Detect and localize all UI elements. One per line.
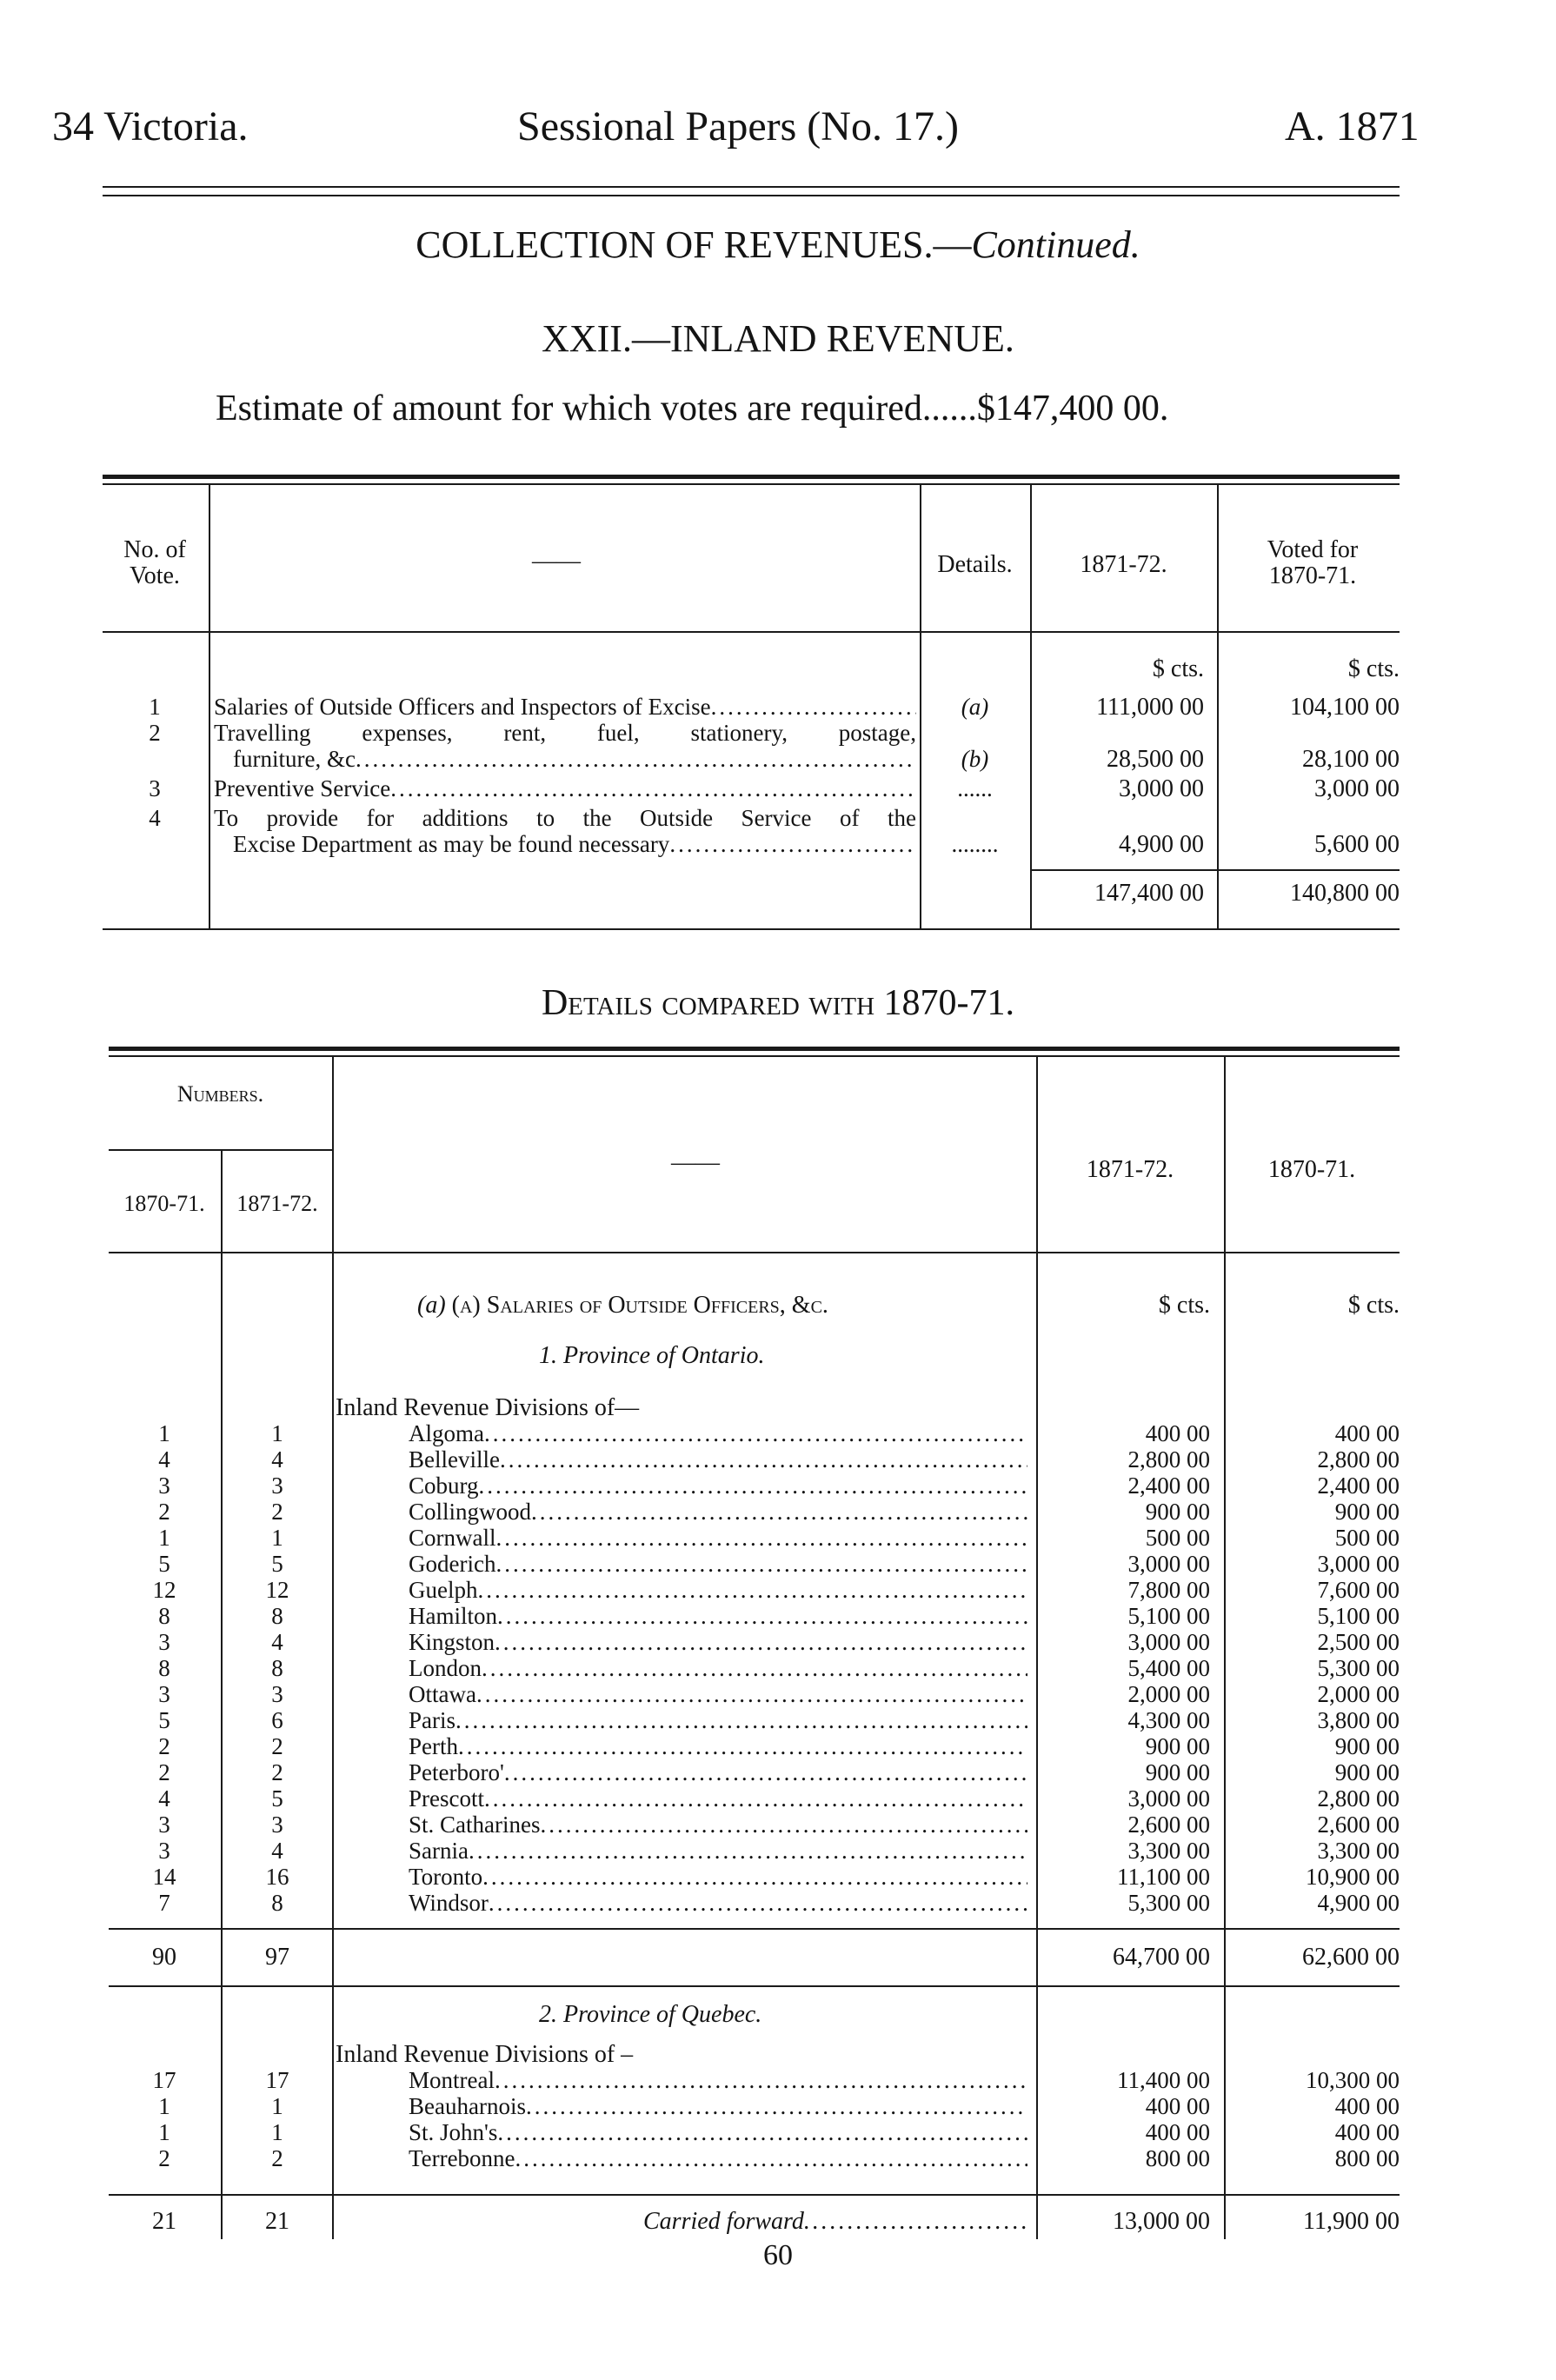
- division-1871: 5,300 00: [1127, 1890, 1210, 1916]
- division-name: [409, 1785, 1027, 1812]
- division-1871: 2,600 00: [1127, 1812, 1210, 1838]
- vote-1871: 111,000 00: [1096, 694, 1204, 721]
- division-count-1870: 8: [158, 1655, 170, 1681]
- division-1871: 900 00: [1145, 1733, 1210, 1759]
- votes-total-1870: 140,800 00: [1290, 880, 1400, 907]
- division-count-1870: 3: [158, 1473, 170, 1499]
- division-name: [409, 1629, 1027, 1655]
- division-count-1870: 3: [158, 1681, 170, 1707]
- division-name-label: Goderich: [409, 1551, 496, 1577]
- ontario-total-rule-top: [109, 1928, 1400, 1930]
- vote-1870: 5,600 00: [1314, 831, 1400, 858]
- vote-no: 2: [149, 720, 161, 746]
- division-name-label: Cornwall: [409, 1525, 496, 1551]
- division-name-label: Toronto: [409, 1864, 483, 1890]
- vote-desc-cont: [233, 746, 916, 772]
- details-header-n1: 1870-71.: [123, 1191, 205, 1216]
- header-rule-bottom: [103, 195, 1400, 196]
- votes-header-voted: Voted for 1870-71.: [1267, 536, 1359, 589]
- division-1870: 5,100 00: [1317, 1603, 1400, 1629]
- division-count-1871: 4: [271, 1838, 283, 1864]
- division-name-label: Coburg: [409, 1473, 479, 1499]
- division-1871: 3,000 00: [1127, 1785, 1210, 1812]
- division-count-1870: 5: [158, 1551, 170, 1577]
- details-section-a: (a) (a) Salaries of Outside Officers, &c.: [417, 1292, 828, 1319]
- division-1870: 3,000 00: [1317, 1551, 1400, 1577]
- ontario-total-rule-bottom: [109, 1985, 1400, 1987]
- division-1871: 3,000 00: [1127, 1551, 1210, 1577]
- vote-no: 4: [149, 805, 161, 831]
- division-1870: 2,600 00: [1317, 1812, 1400, 1838]
- details-header-rule: [109, 1252, 1400, 1253]
- title-collection: COLLECTION OF REVENUES.—Continued.: [416, 223, 1140, 266]
- division-name: [409, 1733, 1027, 1759]
- division-name-label: Windsor: [409, 1890, 489, 1916]
- votes-header-no: No. of Vote.: [123, 536, 186, 589]
- division-name-label: Prescott: [409, 1785, 484, 1812]
- division-count-1871: 2: [271, 1759, 283, 1785]
- votes-total-1871: 147,400 00: [1094, 880, 1204, 907]
- division-name: [409, 2093, 1027, 2119]
- division-count-1870: 14: [152, 1864, 176, 1890]
- division-1870: 800 00: [1334, 2145, 1400, 2171]
- division-1871: 7,800 00: [1127, 1577, 1210, 1603]
- quebec-carried-label: Carried forward .....: [643, 2208, 1026, 2236]
- division-name: [409, 1655, 1027, 1681]
- vote-desc-label: Salaries of Outside Officers and Inspectors of Excise: [214, 694, 711, 720]
- division-count-1871: 2: [271, 1733, 283, 1759]
- division-1871: 4,300 00: [1127, 1707, 1210, 1733]
- vote-desc: [214, 694, 916, 720]
- division-name: [409, 2119, 1027, 2145]
- division-1870: 900 00: [1334, 1759, 1400, 1785]
- division-count-1870: 1: [158, 2093, 170, 2119]
- ontario-total-v2: 62,600 00: [1302, 1944, 1400, 1971]
- division-count-1870: 17: [152, 2067, 176, 2093]
- division-1870: 2,800 00: [1317, 1785, 1400, 1812]
- division-1871: 500 00: [1145, 1525, 1210, 1551]
- division-count-1871: 4: [271, 1446, 283, 1473]
- division-1871: 3,000 00: [1127, 1629, 1210, 1655]
- vote-details: ......: [957, 775, 993, 801]
- division-name-label: Belleville: [409, 1446, 500, 1473]
- division-name: [409, 1473, 1027, 1499]
- division-count-1871: 6: [271, 1707, 283, 1733]
- division-count-1871: 3: [271, 1473, 283, 1499]
- division-name-label: Sarnia: [409, 1838, 469, 1864]
- division-1870: 2,400 00: [1317, 1473, 1400, 1499]
- details-header-dash: ——: [671, 1149, 720, 1176]
- ontario-intro: Inland Revenue Divisions of—: [336, 1394, 640, 1421]
- votes-header-1871: 1871-72.: [1080, 551, 1167, 578]
- division-count-1870: 2: [158, 1759, 170, 1785]
- ontario-total-b: 97: [265, 1944, 289, 1971]
- division-name-label: Ottawa: [409, 1681, 476, 1707]
- division-count-1871: 4: [271, 1629, 283, 1655]
- division-name: [409, 1707, 1027, 1733]
- votes-header-dash: ——: [532, 548, 581, 575]
- division-1871: 400 00: [1145, 2093, 1210, 2119]
- division-count-1871: 17: [265, 2067, 289, 2093]
- division-1870: 2,500 00: [1317, 1629, 1400, 1655]
- division-1870: 2,000 00: [1317, 1681, 1400, 1707]
- header-right: A. 1871: [1285, 103, 1420, 150]
- vote-no: 1: [149, 694, 161, 720]
- division-count-1871: 8: [271, 1603, 283, 1629]
- division-1871: 11,100 00: [1117, 1864, 1210, 1890]
- division-1871: 11,400 00: [1117, 2067, 1210, 2093]
- division-name: [409, 1525, 1027, 1551]
- division-1871: 3,300 00: [1127, 1838, 1210, 1864]
- division-count-1871: 5: [271, 1551, 283, 1577]
- division-name-label: Peterboro': [409, 1759, 504, 1785]
- vote-1871: 3,000 00: [1119, 775, 1204, 802]
- votes-rule-top2: [103, 483, 1400, 485]
- division-name: [409, 1681, 1027, 1707]
- details-vline-main: [332, 1057, 334, 2239]
- quebec-heading: 2. Province of Quebec.: [539, 2001, 762, 2028]
- quebec-intro: Inland Revenue Divisions of –: [336, 2041, 634, 2068]
- division-1870: 400 00: [1334, 2119, 1400, 2145]
- division-name: [409, 1890, 1027, 1916]
- division-name: [409, 1838, 1027, 1864]
- division-count-1870: 4: [158, 1446, 170, 1473]
- division-name: [409, 1499, 1027, 1525]
- division-count-1870: 1: [158, 1525, 170, 1551]
- ontario-heading: 1. Province of Ontario.: [539, 1342, 765, 1369]
- division-count-1871: 12: [265, 1577, 289, 1603]
- estimate-line: Estimate of amount for which votes are required......$147,400 00.: [216, 389, 1169, 429]
- division-name-label: St. John's: [409, 2119, 498, 2145]
- division-count-1870: 2: [158, 2145, 170, 2171]
- division-1870: 400 00: [1334, 1420, 1400, 1446]
- votes-vline-1: [209, 485, 210, 928]
- division-name: [409, 1446, 1027, 1473]
- header-left: 34 Victoria.: [52, 103, 249, 150]
- division-count-1871: 3: [271, 1681, 283, 1707]
- vote-desc-cont-label: furniture, &c: [233, 746, 356, 772]
- quebec-carried-v1: 13,000 00: [1113, 2208, 1210, 2235]
- title-inland-revenue: XXII.—INLAND REVENUE.: [542, 317, 1014, 360]
- division-1870: 3,300 00: [1317, 1838, 1400, 1864]
- details-unit-2: $ cts.: [1347, 1292, 1400, 1319]
- details-numbers-rule: [109, 1149, 332, 1151]
- division-count-1871: 3: [271, 1812, 283, 1838]
- votes-rule-bottom: [103, 928, 1400, 930]
- vote-desc: To provide for additions to the Outside Service of the: [214, 805, 916, 831]
- division-1870: 900 00: [1334, 1733, 1400, 1759]
- details-rule-top2: [109, 1055, 1400, 1057]
- division-name-label: Beauharnois: [409, 2093, 526, 2119]
- votes-header-rule: [103, 631, 1400, 633]
- division-name: [409, 1577, 1027, 1603]
- division-name: [409, 1812, 1027, 1838]
- quebec-carried-v2: 11,900 00: [1303, 2208, 1400, 2235]
- details-rule-top1: [109, 1047, 1400, 1051]
- division-name-label: Collingwood: [409, 1499, 532, 1525]
- division-count-1870: 8: [158, 1603, 170, 1629]
- votes-header-details: Details.: [937, 551, 1013, 578]
- division-name-label: St. Catharines: [409, 1812, 541, 1838]
- division-count-1870: 2: [158, 1733, 170, 1759]
- header-center: Sessional Papers (No. 17.): [517, 103, 959, 150]
- division-name: [409, 2145, 1027, 2171]
- division-name-label: Paris: [409, 1707, 455, 1733]
- division-1871: 2,800 00: [1127, 1446, 1210, 1473]
- vote-desc-label: Preventive Service: [214, 775, 391, 801]
- division-1871: 5,400 00: [1127, 1655, 1210, 1681]
- vote-desc-cont: [233, 831, 916, 857]
- division-count-1870: 1: [158, 2119, 170, 2145]
- quebec-carried-rule: [109, 2194, 1400, 2196]
- division-count-1870: 3: [158, 1812, 170, 1838]
- votes-unit-2: $ cts.: [1347, 655, 1400, 682]
- division-name-label: London: [409, 1655, 482, 1681]
- division-count-1870: 4: [158, 1785, 170, 1812]
- division-1870: 3,800 00: [1317, 1707, 1400, 1733]
- division-1871: 5,100 00: [1127, 1603, 1210, 1629]
- division-1870: 2,800 00: [1317, 1446, 1400, 1473]
- vote-1870: 3,000 00: [1314, 775, 1400, 802]
- division-1871: 400 00: [1145, 2119, 1210, 2145]
- details-header-y1: 1871-72.: [1086, 1156, 1174, 1183]
- division-name-label: Montreal: [409, 2067, 495, 2093]
- division-1871: 800 00: [1145, 2145, 1210, 2171]
- division-1871: 400 00: [1145, 1420, 1210, 1446]
- quebec-carried-a: 21: [152, 2208, 176, 2235]
- division-count-1871: 2: [271, 2145, 283, 2171]
- division-count-1871: 8: [271, 1655, 283, 1681]
- division-1870: 10,900 00: [1306, 1864, 1400, 1890]
- votes-unit-1: $ cts.: [1152, 655, 1204, 682]
- division-1870: 10,300 00: [1306, 2067, 1400, 2093]
- vote-1870: 104,100 00: [1290, 694, 1400, 721]
- vote-1870: 28,100 00: [1302, 746, 1400, 773]
- division-count-1871: 16: [265, 1864, 289, 1890]
- division-count-1870: 12: [152, 1577, 176, 1603]
- ontario-total-a: 90: [152, 1944, 176, 1971]
- division-count-1871: 1: [271, 1420, 283, 1446]
- division-name: [409, 1864, 1027, 1890]
- division-name-label: Kingston: [409, 1629, 495, 1655]
- division-1870: 7,600 00: [1317, 1577, 1400, 1603]
- division-name: [409, 1759, 1027, 1785]
- division-name: [409, 1420, 1027, 1446]
- division-1871: 2,400 00: [1127, 1473, 1210, 1499]
- division-name: [409, 2067, 1027, 2093]
- details-header-numbers: Numbers.: [176, 1081, 264, 1107]
- vote-1871: 28,500 00: [1107, 746, 1204, 773]
- division-1871: 900 00: [1145, 1499, 1210, 1525]
- vote-no: 3: [149, 775, 161, 801]
- division-name-label: Perth: [409, 1733, 458, 1759]
- division-count-1871: 1: [271, 1525, 283, 1551]
- division-count-1871: 5: [271, 1785, 283, 1812]
- division-name: [409, 1551, 1027, 1577]
- division-name-label: Terrebonne: [409, 2145, 515, 2171]
- votes-total-rule: [1030, 869, 1400, 871]
- division-count-1871: 2: [271, 1499, 283, 1525]
- division-count-1871: 8: [271, 1890, 283, 1916]
- page-number: 60: [763, 2239, 793, 2271]
- division-count-1870: 3: [158, 1629, 170, 1655]
- division-count-1870: 7: [158, 1890, 170, 1916]
- vote-details: (a): [961, 694, 989, 720]
- division-count-1870: 3: [158, 1838, 170, 1864]
- division-name: [409, 1603, 1027, 1629]
- header-rule-top: [103, 186, 1400, 188]
- division-1870: 400 00: [1334, 2093, 1400, 2119]
- division-1871: 2,000 00: [1127, 1681, 1210, 1707]
- vote-desc-cont-label: Excise Department as may be found necessary: [233, 831, 670, 857]
- division-1871: 900 00: [1145, 1759, 1210, 1785]
- vote-details: (b): [961, 746, 989, 772]
- division-1870: 900 00: [1334, 1499, 1400, 1525]
- votes-rule-top1: [103, 475, 1400, 479]
- division-count-1870: 5: [158, 1707, 170, 1733]
- vote-desc: Travelling expenses, rent, fuel, stationery, postage,: [214, 720, 916, 746]
- division-1870: 4,900 00: [1317, 1890, 1400, 1916]
- ontario-total-v1: 64,700 00: [1113, 1944, 1210, 1971]
- division-1870: 5,300 00: [1317, 1655, 1400, 1681]
- quebec-carried-b: 21: [265, 2208, 289, 2235]
- division-count-1871: 1: [271, 2119, 283, 2145]
- vote-desc: [214, 775, 916, 801]
- division-count-1871: 1: [271, 2093, 283, 2119]
- division-name-label: Hamilton: [409, 1603, 497, 1629]
- details-header-y2: 1870-71.: [1267, 1156, 1356, 1183]
- division-1870: 500 00: [1334, 1525, 1400, 1551]
- division-name-label: Guelph: [409, 1577, 478, 1603]
- vote-1871: 4,900 00: [1119, 831, 1204, 858]
- details-header-n2: 1871-72.: [236, 1191, 318, 1216]
- vote-details: ........: [951, 831, 999, 857]
- division-count-1870: 1: [158, 1420, 170, 1446]
- details-unit-1: $ cts.: [1158, 1292, 1210, 1319]
- division-count-1870: 2: [158, 1499, 170, 1525]
- division-name-label: Algoma: [409, 1420, 484, 1446]
- details-title: Details compared with 1870-71.: [541, 983, 1015, 1023]
